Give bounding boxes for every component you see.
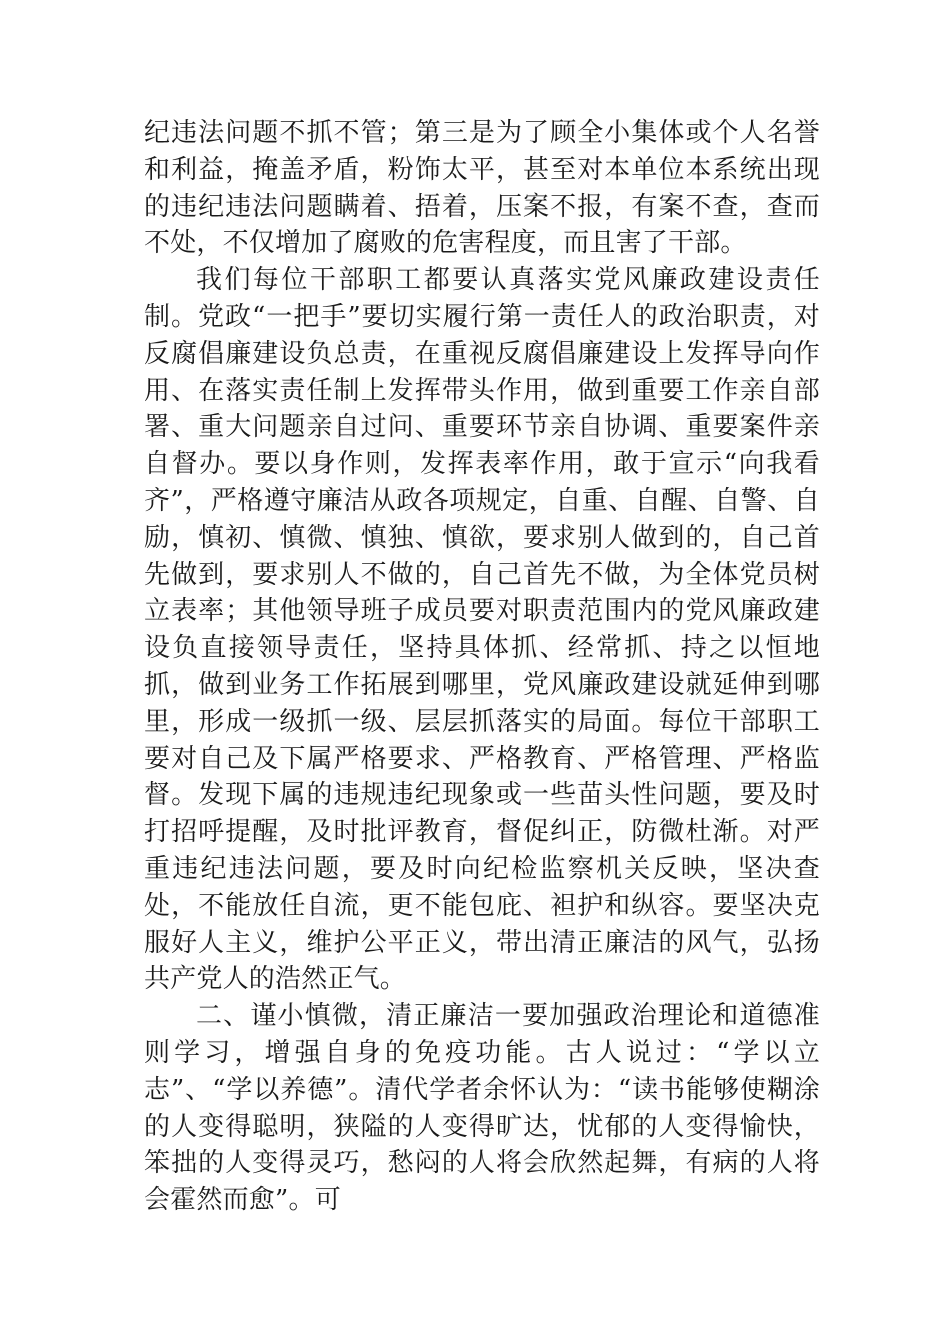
paragraph-continuation: 纪违法问题不抓不管；第三是为了顾全小集体或个人名誉和利益，掩盖矛盾，粉饰太平，甚至对本单位本系统出现的违纪违法问题瞒着、捂着，压案不报，有案不查，查而不处，不仅增加了腐败的危害程度，而且害了干部。	[144, 118, 820, 259]
document-page	[144, 115, 820, 1219]
paragraph-section-two: 二、谨小慎微，清正廉洁一要加强政治理论和道德准则学习，增强自身的免疫功能。古人说过：“学以立志”、“学以养德”。清代学者余怀认为：“读书能够使糊涂的人变得聪明，狭隘的人变得旷达，忧郁的人变得愉快，笨拙的人变得灵巧，愁闷的人将会欣然起舞，有病的人将会霍然而愈”。可	[144, 1001, 820, 1216]
paragraph-responsibility: 我们每位干部职工都要认真落实党风廉政建设责任制。党政“一把手”要切实履行第一责任人的政治职责，对反腐倡廉建设负总责，在重视反腐倡廉建设上发挥导向作用、在落实责任制上发挥带头作用，做到重要工作亲自部署、重大问题亲自过问、重要环节亲自协调、重要案件亲自督办。要以身作则，发挥表率作用，敢于宣示“向我看齐”，严格遵守廉洁从政各项规定，自重、自醒、自警、自励，慎初、慎微、慎独、慎欲，要求别人做到的，自己首先做到，要求别人不做的，自己首先不做，为全体党员树立表率；其他领导班子成员要对职责范围内的党风廉政建设负直接领导责任，坚持具体抓、经常抓、持之以恒地抓，做到业务工作拓展到哪里，党风廉政建设就延伸到哪里，形成一级抓一级、层层抓落实的局面。每位干部职工要对自己及下属严格要求、严格教育、严格管理、严格监督。发现下属的违规违纪现象或一些苗头性问题，要及时打招呼提醒，及时批评教育，督促纠正，防微杜渐。对严重违纪违法问题，要及时向纪检监察机关反映，坚决查处，不能放任自流，更不能包庇、袒护和纵容。要坚决克服好人主义，维护公平正义，带出清正廉洁的风气，弘扬共产党人的浩然正气。	[144, 265, 820, 995]
